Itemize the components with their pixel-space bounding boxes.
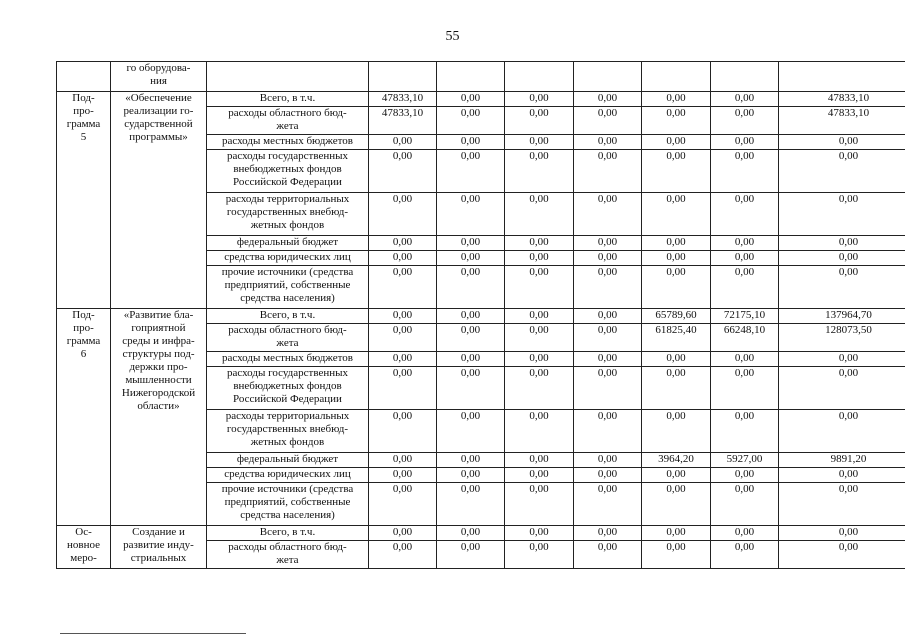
amount-cell <box>369 62 437 92</box>
amount-cell: 47833,10 <box>779 92 905 107</box>
amount-cell: 0,00 <box>779 236 905 251</box>
amount-cell: 0,00 <box>437 324 505 352</box>
amount-cell: 0,00 <box>437 526 505 541</box>
amount-cell: 0,00 <box>711 107 779 135</box>
amount-cell: 0,00 <box>437 367 505 410</box>
amount-cell: 0,00 <box>574 468 642 483</box>
table-row <box>57 526 905 541</box>
funding-source-cell: расходы государственных внебюджетных фондов Российской Федерации <box>207 367 369 410</box>
amount-cell <box>642 62 711 92</box>
amount-cell: 0,00 <box>574 193 642 236</box>
amount-cell: 0,00 <box>437 468 505 483</box>
funding-source-cell: средства юридических лиц <box>207 251 369 266</box>
amount-cell: 5927,00 <box>711 453 779 468</box>
amount-cell: 0,00 <box>642 266 711 309</box>
amount-cell: 0,00 <box>437 352 505 367</box>
amount-cell: 47833,10 <box>369 107 437 135</box>
amount-cell: 0,00 <box>505 266 574 309</box>
amount-cell: 0,00 <box>369 483 437 526</box>
budget-table <box>56 61 905 569</box>
table-row <box>57 92 905 107</box>
amount-cell: 0,00 <box>369 367 437 410</box>
amount-cell: 0,00 <box>574 107 642 135</box>
amount-cell: 0,00 <box>505 352 574 367</box>
amount-cell: 0,00 <box>711 135 779 150</box>
amount-cell: 0,00 <box>642 135 711 150</box>
funding-source-cell: расходы местных бюджетов <box>207 352 369 367</box>
amount-cell: 0,00 <box>505 468 574 483</box>
funding-source-cell: расходы областного бюд- жета <box>207 541 369 569</box>
amount-cell: 0,00 <box>711 236 779 251</box>
amount-cell: 0,00 <box>574 92 642 107</box>
amount-cell: 0,00 <box>574 453 642 468</box>
amount-cell: 0,00 <box>642 150 711 193</box>
amount-cell: 0,00 <box>711 483 779 526</box>
amount-cell: 137964,70 <box>779 309 905 324</box>
amount-cell: 0,00 <box>369 352 437 367</box>
program-name-cell: го оборудова- ния <box>111 62 207 92</box>
amount-cell: 0,00 <box>711 92 779 107</box>
amount-cell: 0,00 <box>369 541 437 569</box>
amount-cell: 0,00 <box>574 150 642 193</box>
amount-cell: 0,00 <box>711 266 779 309</box>
amount-cell: 0,00 <box>574 236 642 251</box>
amount-cell: 47833,10 <box>369 92 437 107</box>
amount-cell: 0,00 <box>369 150 437 193</box>
amount-cell <box>505 62 574 92</box>
program-name-cell: Создание и развитие инду- стриальных <box>111 526 207 569</box>
amount-cell: 0,00 <box>369 266 437 309</box>
amount-cell: 0,00 <box>437 309 505 324</box>
amount-cell: 72175,10 <box>711 309 779 324</box>
funding-source-cell: расходы местных бюджетов <box>207 135 369 150</box>
amount-cell: 0,00 <box>711 541 779 569</box>
amount-cell: 0,00 <box>779 251 905 266</box>
amount-cell: 0,00 <box>711 193 779 236</box>
funding-source-cell: расходы государственных внебюджетных фондов Российской Федерации <box>207 150 369 193</box>
amount-cell: 0,00 <box>369 468 437 483</box>
amount-cell: 0,00 <box>642 193 711 236</box>
amount-cell: 0,00 <box>437 266 505 309</box>
amount-cell: 0,00 <box>505 453 574 468</box>
funding-source-cell: прочие источники (средства предприятий, собственные средства населения) <box>207 266 369 309</box>
amount-cell: 0,00 <box>437 150 505 193</box>
funding-source-cell: расходы областного бюд- жета <box>207 107 369 135</box>
funding-source-cell <box>207 62 369 92</box>
amount-cell: 0,00 <box>711 251 779 266</box>
amount-cell: 0,00 <box>642 541 711 569</box>
amount-cell: 0,00 <box>779 468 905 483</box>
amount-cell: 0,00 <box>505 483 574 526</box>
amount-cell: 0,00 <box>437 135 505 150</box>
amount-cell: 0,00 <box>437 92 505 107</box>
amount-cell: 65789,60 <box>642 309 711 324</box>
amount-cell: 0,00 <box>369 453 437 468</box>
amount-cell: 0,00 <box>642 107 711 135</box>
funding-source-cell: Всего, в т.ч. <box>207 526 369 541</box>
amount-cell: 0,00 <box>574 483 642 526</box>
amount-cell: 66248,10 <box>711 324 779 352</box>
amount-cell: 0,00 <box>642 367 711 410</box>
amount-cell: 0,00 <box>779 150 905 193</box>
amount-cell: 0,00 <box>505 236 574 251</box>
amount-cell: 0,00 <box>437 541 505 569</box>
amount-cell: 0,00 <box>779 483 905 526</box>
program-name-cell: «Развитие бла- гоприятной среды и инфра- структуры под- держки про- мышленности Нижегородской области» <box>111 309 207 526</box>
amount-cell: 0,00 <box>505 309 574 324</box>
amount-cell: 0,00 <box>574 251 642 266</box>
funding-source-cell: расходы областного бюд- жета <box>207 324 369 352</box>
amount-cell: 0,00 <box>505 135 574 150</box>
amount-cell: 0,00 <box>505 324 574 352</box>
amount-cell: 0,00 <box>711 150 779 193</box>
amount-cell: 0,00 <box>779 135 905 150</box>
amount-cell: 61825,40 <box>642 324 711 352</box>
amount-cell <box>437 62 505 92</box>
amount-cell: 0,00 <box>711 367 779 410</box>
amount-cell: 0,00 <box>779 193 905 236</box>
program-name-cell: «Обеспечение реализации го- сударственной программы» <box>111 92 207 309</box>
amount-cell: 0,00 <box>369 236 437 251</box>
amount-cell: 9891,20 <box>779 453 905 468</box>
program-label-cell: Под- про- грамма 6 <box>57 309 111 526</box>
amount-cell: 0,00 <box>642 468 711 483</box>
program-label-cell: Ос- новное меро- <box>57 526 111 569</box>
amount-cell: 0,00 <box>574 541 642 569</box>
amount-cell: 0,00 <box>642 92 711 107</box>
amount-cell: 0,00 <box>505 150 574 193</box>
amount-cell: 0,00 <box>779 367 905 410</box>
amount-cell: 128073,50 <box>779 324 905 352</box>
amount-cell <box>574 62 642 92</box>
amount-cell: 0,00 <box>642 483 711 526</box>
amount-cell: 0,00 <box>779 352 905 367</box>
amount-cell: 0,00 <box>505 526 574 541</box>
funding-source-cell: Всего, в т.ч. <box>207 92 369 107</box>
amount-cell: 0,00 <box>642 526 711 541</box>
amount-cell <box>711 62 779 92</box>
amount-cell: 0,00 <box>711 352 779 367</box>
amount-cell: 0,00 <box>574 266 642 309</box>
amount-cell: 0,00 <box>574 324 642 352</box>
program-label-cell <box>57 62 111 92</box>
amount-cell: 0,00 <box>505 541 574 569</box>
amount-cell: 0,00 <box>505 107 574 135</box>
amount-cell: 0,00 <box>369 309 437 324</box>
amount-cell: 0,00 <box>574 352 642 367</box>
amount-cell: 0,00 <box>437 251 505 266</box>
funding-source-cell: прочие источники (средства предприятий, собственные средства населения) <box>207 483 369 526</box>
amount-cell: 0,00 <box>642 236 711 251</box>
funding-source-cell: средства юридических лиц <box>207 468 369 483</box>
page-number: 55 <box>445 29 460 44</box>
amount-cell: 47833,10 <box>779 107 905 135</box>
funding-source-cell: федеральный бюджет <box>207 453 369 468</box>
funding-source-cell: Всего, в т.ч. <box>207 309 369 324</box>
amount-cell: 0,00 <box>369 193 437 236</box>
amount-cell: 0,00 <box>779 541 905 569</box>
amount-cell: 0,00 <box>437 483 505 526</box>
amount-cell: 0,00 <box>369 526 437 541</box>
table-row <box>57 309 905 324</box>
amount-cell <box>779 62 905 92</box>
amount-cell: 0,00 <box>642 251 711 266</box>
program-label-cell: Под- про- грамма 5 <box>57 92 111 309</box>
amount-cell: 0,00 <box>574 410 642 453</box>
amount-cell: 0,00 <box>779 526 905 541</box>
amount-cell: 0,00 <box>642 352 711 367</box>
funding-source-cell: расходы территориальных государственных внебюд- жетных фондов <box>207 193 369 236</box>
amount-cell: 0,00 <box>711 526 779 541</box>
amount-cell: 0,00 <box>711 468 779 483</box>
amount-cell: 0,00 <box>574 526 642 541</box>
funding-source-cell: расходы территориальных государственных внебюд- жетных фондов <box>207 410 369 453</box>
amount-cell: 0,00 <box>574 367 642 410</box>
amount-cell: 0,00 <box>574 135 642 150</box>
amount-cell: 0,00 <box>437 410 505 453</box>
amount-cell: 0,00 <box>505 410 574 453</box>
footnote-line <box>60 633 246 634</box>
funding-source-cell: федеральный бюджет <box>207 236 369 251</box>
amount-cell: 0,00 <box>369 410 437 453</box>
amount-cell: 0,00 <box>574 309 642 324</box>
amount-cell: 0,00 <box>505 92 574 107</box>
amount-cell: 0,00 <box>369 135 437 150</box>
table-row <box>57 62 905 92</box>
amount-cell: 0,00 <box>779 266 905 309</box>
amount-cell: 0,00 <box>437 193 505 236</box>
amount-cell: 0,00 <box>642 410 711 453</box>
amount-cell: 0,00 <box>437 107 505 135</box>
amount-cell: 0,00 <box>711 410 779 453</box>
amount-cell: 0,00 <box>369 251 437 266</box>
amount-cell: 0,00 <box>437 236 505 251</box>
amount-cell: 0,00 <box>505 367 574 410</box>
amount-cell: 0,00 <box>505 251 574 266</box>
amount-cell: 3964,20 <box>642 453 711 468</box>
amount-cell: 0,00 <box>369 324 437 352</box>
amount-cell: 0,00 <box>779 410 905 453</box>
amount-cell: 0,00 <box>505 193 574 236</box>
amount-cell: 0,00 <box>437 453 505 468</box>
